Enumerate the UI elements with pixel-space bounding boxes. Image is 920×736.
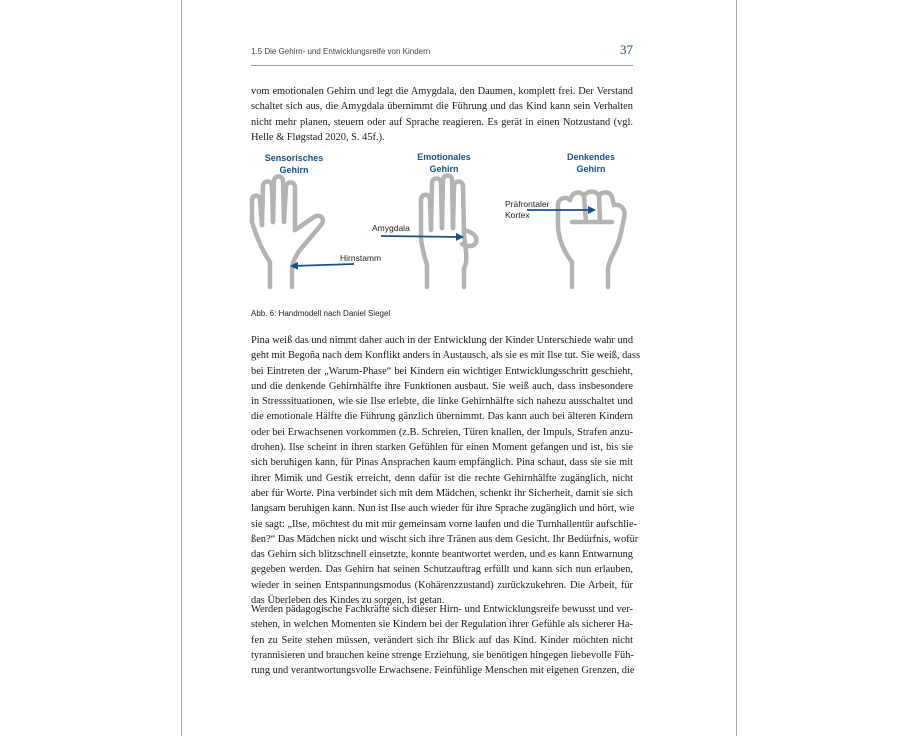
paragraph-2 <box>251 602 633 678</box>
text-line: ihrer Mimik und Gestik erreicht, denn dafür ist die rechte Gehirnhälfte zugänglich, nicht <box>251 472 633 484</box>
text-line: drohen). Ilse scheint in ihren starken Gefühlen für einen Moment gefangen und ist, bis sie <box>251 442 633 454</box>
paragraph-1 <box>251 333 641 608</box>
label-line: Gehirn <box>429 164 459 174</box>
text-line: ßen?“ Das Mädchen nickt und wischt sich ihre Tränen aus dem Gesicht. Ihr Bedürfnis, wofür <box>251 533 639 545</box>
text-line: und die denkende Gehirnhälfte ihre Funktionen ausbaut. Sie weiß auch, dass insbesondere <box>251 380 633 392</box>
arrow-hirnstamm <box>292 264 354 266</box>
annotation-praefrontaler-kortex <box>505 199 549 221</box>
text-line: die emotionale Hälfte die Führung gänzlich übernimmt. Das kann auch bei älteren Kindern <box>251 411 633 423</box>
text-line: das Gehirn sich blitzschnell einsetzte, konnte beantwortet werden, und es kann Entwarnung <box>251 549 633 561</box>
label-emotionales-gehirn <box>404 151 484 175</box>
text-line: das Überleben des Kindes zu sorgen, ist getan. <box>251 595 445 607</box>
label-line: Gehirn <box>576 164 606 174</box>
text-line: langsam beruhigen kann. Nun ist Ilse auch wieder für ihre Sprache zugänglich und hört, wie <box>251 503 635 515</box>
annotation-line: Präfrontaler <box>505 199 550 209</box>
text-line: nicht mehr planen, steuern oder auf Sprache reagieren. Es gerät in einen Notzustand (vgl. <box>251 116 633 128</box>
label-sensorisches-gehirn <box>254 152 334 176</box>
text-line: sie sagt: „Ilse, möchtest du mit mir gemeinsam vorne laufen und die Turnhallentür aufschlie- <box>251 518 638 530</box>
page-number: 37 <box>620 42 633 57</box>
text-line: schaltet sich aus, die Amygdala übernimmt die Führung und das Kind kann sein Verhalten <box>251 101 633 113</box>
annotation-amygdala: Amygdala <box>372 223 410 233</box>
text-line: tyrannisieren und brauchen keine strenge Erziehung, sie benötigen hingegen liebevolle Füh- <box>251 649 634 661</box>
text-line: Werden pädagogische Fachkräfte sich dieser Hirn- und Entwicklungsreife bewusst und ver- <box>251 604 633 615</box>
label-line: Sensorisches <box>264 153 324 163</box>
label-denkendes-gehirn <box>551 151 631 175</box>
label-line: Denkendes <box>566 152 616 162</box>
text-line: rung und verantwortungsvolle Erwachsene. Feinfühlige Menschen mit eigenen Grenzen, die <box>251 665 635 677</box>
figure-caption: Abb. 6: Handmodell nach Daniel Siegel <box>251 309 391 318</box>
label-line: Emotionales <box>417 152 471 162</box>
text-line: aber für Worte. Pina verbindet sich mit dem Mädchen, schenkt ihr Sicherheit, damit sie sich <box>251 487 633 499</box>
text-line: Pina weiß das und nimmt daher auch in der Entwicklung der Kinder Unterschiede wahr und <box>251 335 634 346</box>
text-line: sich beruhigen kann, für Pinas Ansprachen kaum empfänglich. Pina schaut, dass sie sie mit <box>251 457 633 469</box>
open-hand-icon <box>252 177 323 288</box>
text-line: fen zu Seite stehen müssen, verändert sich ihr Blick auf das Kind. Kinder möchten nicht <box>251 634 633 646</box>
section-title: 1.5 Die Gehirn- und Entwicklungsreife von Kindern <box>251 47 431 56</box>
annotation-line: Kortex <box>505 210 530 220</box>
label-line: Gehirn <box>279 165 309 175</box>
thumb-folded-hand-icon <box>421 176 476 288</box>
text-line: geht mit Begoña nach dem Konflikt anders in Austausch, als sie es mit Ilse tut. Sie weiß, dass <box>251 350 641 362</box>
text-line: in Stresssituationen, wie sie Ilse erlebte, die linke Gehirnhälfte sich nahezu ausschaltet und <box>251 396 633 408</box>
text-line: vom emotionalen Gehirn und legt die Amygdala, den Daumen, komplett frei. Der Verstand <box>251 86 633 97</box>
text-line: wieder in seinen Entspannungsmodus (Kohärenzzustand) zurückzukehren. Die Arbeit, für <box>251 579 633 591</box>
annotation-hirnstamm: Hirnstamm <box>340 253 382 263</box>
text-line: gegeben werden. Das Gehirn hat seinen Schutzauftrag erfüllt und kann sich nun erlauben, <box>251 564 633 576</box>
text-line: Helle & Fløgstad 2020, S. 45f.). <box>251 131 385 143</box>
arrow-amygdala <box>381 236 462 237</box>
text-line: bei Eintreten der „Warum-Phase“ bei Kindern ein wichtiger Entwicklungsschritt geschieht, <box>251 365 633 377</box>
fist-hand-icon <box>558 192 625 288</box>
text-line: stehen, in welchen Momenten sie Kindern bei der Regulation ihrer Gefühle als sicherer Ha- <box>251 619 633 631</box>
text-line: oder bei Erwachsenen vorkommen (z.B. Schreien, Türen knallen, der Impuls, Strafen anzu- <box>251 426 633 438</box>
